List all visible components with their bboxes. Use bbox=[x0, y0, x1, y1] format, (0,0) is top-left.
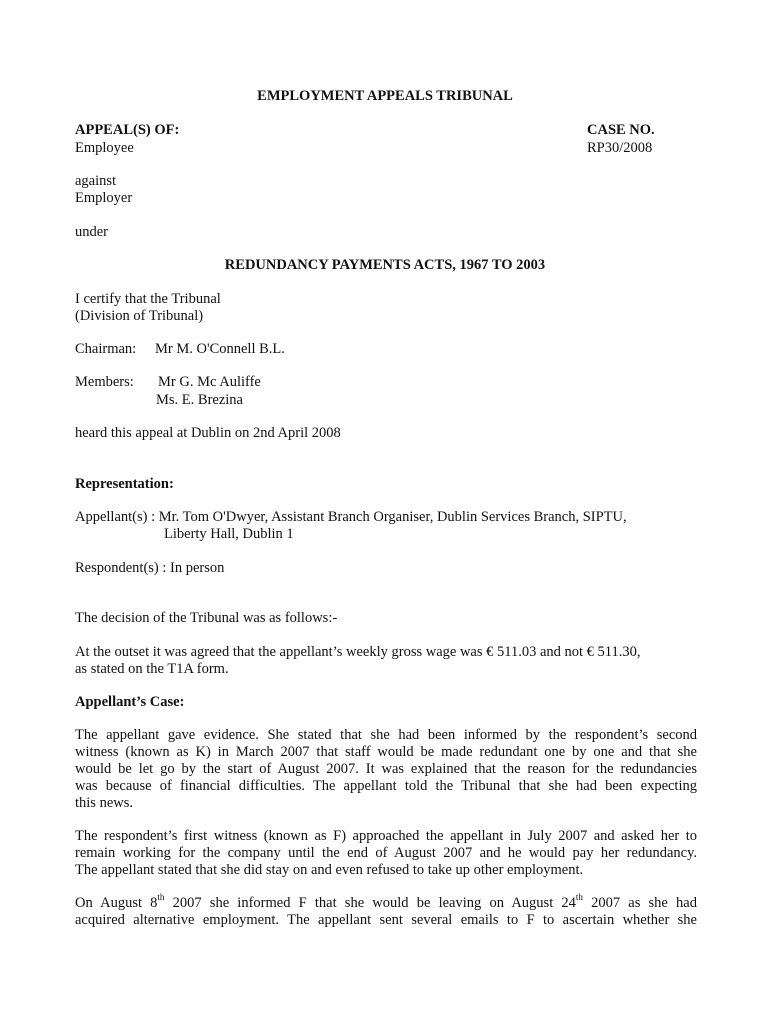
case-p2-line-2: remain working for the company until the end of August 2007 and he would pay her redundancy. bbox=[75, 845, 697, 861]
case-no-label: CASE NO. bbox=[587, 122, 655, 138]
case-p3-line-2: acquired alternative employment. The appellant sent several emails to F to ascertain whether she bbox=[75, 912, 697, 928]
certify-line: I certify that the Tribunal bbox=[75, 291, 221, 307]
case-p3-line-1 bbox=[75, 892, 697, 912]
case-p3-part-c: 2007 as she had bbox=[582, 895, 697, 911]
case-p1-line-3: would be let go by the start of August 2007. It was explained that the reason for the redundancies bbox=[75, 761, 697, 777]
case-number: RP30/2008 bbox=[587, 140, 653, 156]
member-2: Ms. E. Brezina bbox=[156, 392, 243, 408]
appellant-rep-line-2: Liberty Hall, Dublin 1 bbox=[164, 526, 294, 542]
case-p2-line-3: The appellant stated that she did stay on and even refused to take up other employment. bbox=[75, 862, 584, 878]
against-text: against bbox=[75, 173, 117, 189]
tribunal-title: EMPLOYMENT APPEALS TRIBUNAL bbox=[257, 88, 513, 104]
appellant-name: Employee bbox=[75, 140, 134, 156]
heard-line: heard this appeal at Dublin on 2nd April 2008 bbox=[75, 425, 341, 441]
case-p1-line-1: The appellant gave evidence. She stated that she had been informed by the respondent’s second bbox=[75, 727, 697, 743]
respondent-name: Employer bbox=[75, 190, 133, 206]
member-1: Mr G. Mc Auliffe bbox=[158, 374, 261, 390]
chairman-label: Chairman: bbox=[75, 341, 137, 357]
appellant-rep-line-1: Appellant(s) : Mr. Tom O'Dwyer, Assistant Branch Organiser, Dublin Services Branch, SIPTU, bbox=[75, 509, 627, 525]
members-label: Members: bbox=[75, 374, 134, 390]
decision-intro: The decision of the Tribunal was as follows:- bbox=[75, 610, 338, 626]
appellant-case-heading: Appellant’s Case: bbox=[75, 694, 185, 710]
wage-line-1: At the outset it was agreed that the appellant’s weekly gross wage was € 511.03 and not € 511.30, bbox=[75, 644, 641, 660]
chairman-name: Mr M. O'Connell B.L. bbox=[155, 341, 285, 357]
representation-heading: Representation: bbox=[75, 476, 174, 492]
under-text: under bbox=[75, 224, 109, 240]
case-p1-line-4: was because of financial difficulties. The appellant told the Tribunal that she had been expecting bbox=[75, 778, 697, 794]
ordinal-suffix: th bbox=[157, 892, 165, 903]
ordinal-suffix: th bbox=[575, 892, 583, 903]
case-p1-line-5: this news. bbox=[75, 795, 133, 811]
wage-line-2: as stated on the T1A form. bbox=[75, 661, 229, 677]
case-p3-part-b: 2007 she informed F that she would be leaving on August 24 bbox=[164, 895, 576, 911]
case-p3-part-a: On August 8 bbox=[75, 895, 158, 911]
case-p1-line-2: witness (known as K) in March 2007 that staff would be made redundant one by one and that she bbox=[75, 744, 697, 760]
appeal-of-label: APPEAL(S) OF: bbox=[75, 122, 180, 138]
acts-heading: REDUNDANCY PAYMENTS ACTS, 1967 TO 2003 bbox=[224, 257, 546, 273]
division-line: (Division of Tribunal) bbox=[75, 308, 204, 324]
case-p2-line-1: The respondent’s first witness (known as F) approached the appellant in July 2007 and asked her to bbox=[75, 828, 697, 844]
respondent-rep-line: Respondent(s) : In person bbox=[75, 560, 225, 576]
